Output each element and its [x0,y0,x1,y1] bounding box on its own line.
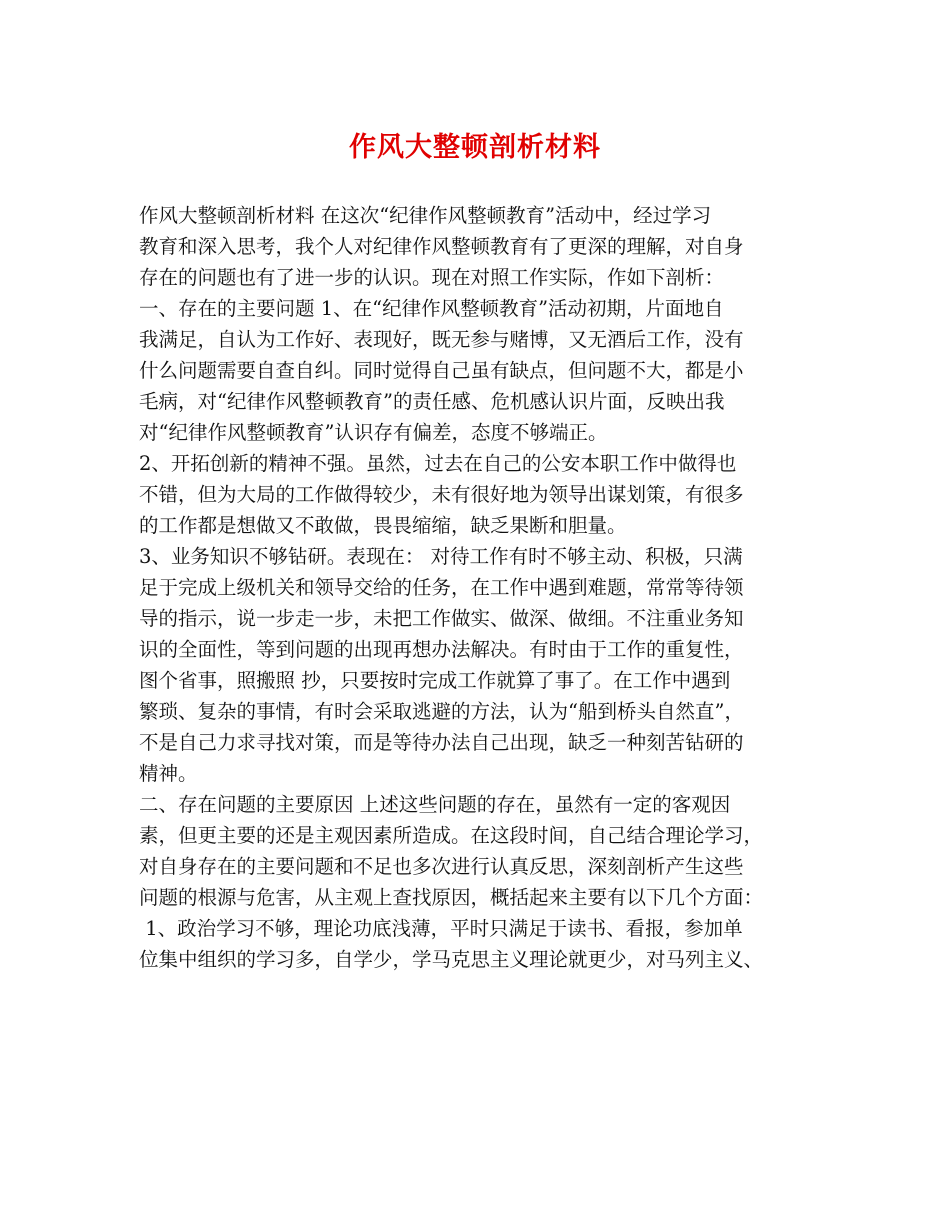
body-line: 我满足，自认为工作好、表现好，既无参与赌博，又无酒后工作，没有 [139,328,744,351]
body-line: 不错，但为大局的工作做得较少，未有很好地为领导出谋划策，有很多 [139,483,744,506]
body-line: 不是自己力求寻找对策，而是等待办法自己出现，缺乏一种刻苦钻研的 [139,731,744,754]
body-line: 导的指示，说一步走一步，未把工作做实、做深、做细。不注重业务知 [139,607,744,630]
body-line: 一、存在的主要问题 1、在“纪律作风整顿教育”活动初期，片面地自 [139,297,724,320]
body-line: 问题的根源与危害，从主观上查找原因，概括起来主要有以下几个方面： [139,886,764,909]
body-line: 的工作都是想做又不敢做，畏畏缩缩，缺乏果断和胆量。 [139,514,627,537]
body-line: 3、业务知识不够钻研。表现在： 对待工作有时不够主动、积极，只满 [139,545,743,568]
body-line: 1、政治学习不够，理论功底浅薄，平时只满足于读书、看报，参加单 [139,917,743,940]
document-body [139,200,839,975]
body-line: 图个省事，照搬照 抄，只要按时完成工作就算了事了。在工作中遇到 [139,669,731,692]
body-line: 对“纪律作风整顿教育”认识存有偏差，态度不够端正。 [139,421,608,444]
body-line: 教育和深入思考，我个人对纪律作风整顿教育有了更深的理解，对自身 [139,235,744,258]
body-line: 足于完成上级机关和领导交给的任务，在工作中遇到难题，常常等待领 [139,576,744,599]
body-line: 存在的问题也有了进一步的认识。现在对照工作实际，作如下剖析： [139,266,725,289]
body-line: 2、开拓创新的精神不强。虽然，过去在自己的公安本职工作中做得也 [139,452,737,475]
body-line: 精神。 [139,762,198,785]
body-line: 素，但更主要的还是主观因素所造成。在这段时间，自己结合理论学习， [139,824,764,847]
document-title: 作风大整顿剖析材料 [349,132,601,163]
body-line: 毛病，对“纪律作风整顿教育”的责任感、危机感认识片面，反映出我 [139,390,725,413]
body-line: 识的全面性，等到问题的出现再想办法解决。有时由于工作的重复性， [139,638,744,661]
body-line: 二、存在问题的主要原因 上述这些问题的存在，虽然有一定的客观因 [139,793,731,816]
body-line: 对自身存在的主要问题和不足也多次进行认真反思，深刻剖析产生这些 [139,855,744,878]
body-line: 作风大整顿剖析材料 在这次“纪律作风整顿教育”活动中，经过学习 [139,204,712,227]
body-line: 繁琐、复杂的事情，有时会采取逃避的方法，认为“船到桥头自然直”， [139,700,744,723]
body-line: 位集中组织的学习多，自学少，学马克思主义理论就更少，对马列主义、 [139,948,764,971]
body-line: 什么问题需要自查自纠。同时觉得自己虽有缺点，但问题不大，都是小 [139,359,744,382]
